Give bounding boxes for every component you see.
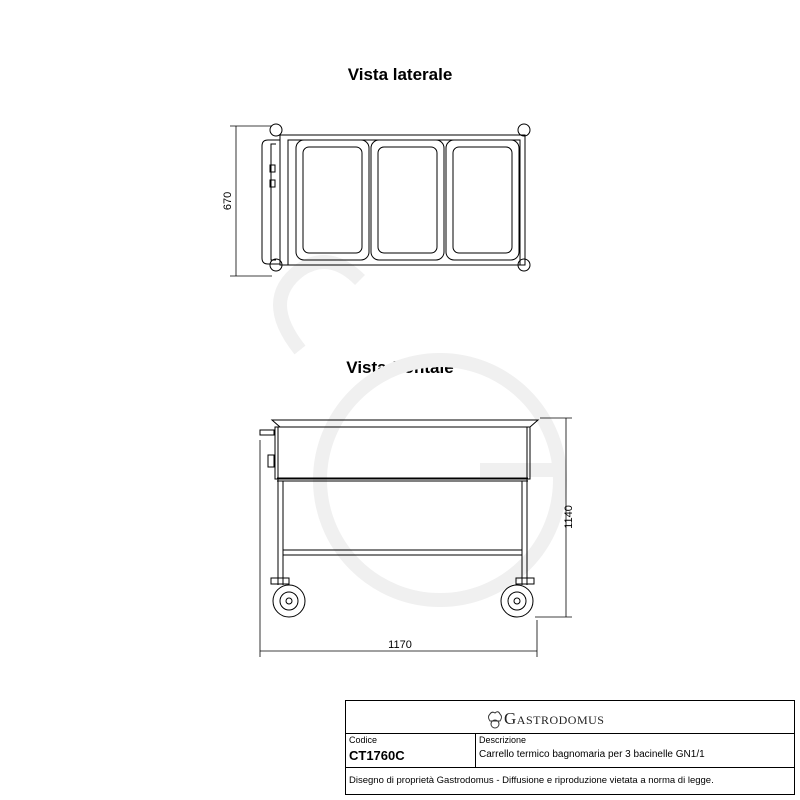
side-height-dimension bbox=[230, 126, 272, 276]
description-label: Descrizione bbox=[479, 735, 527, 745]
brand-name: Gastrodomus bbox=[504, 709, 605, 728]
front-wheel-left bbox=[273, 585, 305, 617]
gn-pan-1 bbox=[296, 140, 369, 260]
gn-pan-3 bbox=[446, 140, 519, 260]
description-value: Carrello termico bagnomaria per 3 bacinelle GN1/1 bbox=[479, 749, 705, 760]
title-block-logo-row bbox=[346, 701, 794, 734]
code-cell bbox=[346, 734, 476, 768]
side-handle-inner bbox=[271, 144, 276, 260]
side-view-title: Vista laterale bbox=[347, 65, 453, 84]
chef-hat-icon bbox=[486, 709, 504, 729]
watermark-logo bbox=[280, 262, 560, 600]
side-frame bbox=[280, 135, 525, 265]
description-cell bbox=[476, 734, 794, 768]
side-wheel bbox=[518, 124, 530, 136]
gn-pan-3-inner bbox=[453, 147, 512, 253]
side-height-label: 670 bbox=[222, 191, 234, 211]
caster-fork bbox=[271, 578, 289, 584]
side-inner-frame bbox=[288, 140, 520, 265]
gn-pan-2 bbox=[371, 140, 444, 260]
gn-pan-2-inner bbox=[378, 147, 437, 253]
front-height-label: 1140 bbox=[563, 505, 575, 529]
front-width-label: 1170 bbox=[388, 639, 412, 651]
code-label: Codice bbox=[349, 735, 378, 745]
front-view-title: Vista frontale bbox=[346, 358, 454, 377]
control-knob bbox=[268, 455, 274, 467]
front-handle bbox=[260, 430, 274, 435]
front-bottom-shelf bbox=[283, 550, 522, 555]
front-top-deck bbox=[272, 420, 538, 427]
brand-logo bbox=[486, 707, 604, 731]
front-wheel-right bbox=[501, 585, 533, 617]
title-block bbox=[345, 700, 795, 795]
code-value: CT1760C bbox=[349, 748, 405, 763]
side-view bbox=[262, 124, 530, 271]
gn-pan-1-inner bbox=[303, 147, 362, 253]
ownership-notice: Disegno di proprietà Gastrodomus - Diffusione e riproduzione vietata a norma di legge. bbox=[349, 775, 714, 786]
